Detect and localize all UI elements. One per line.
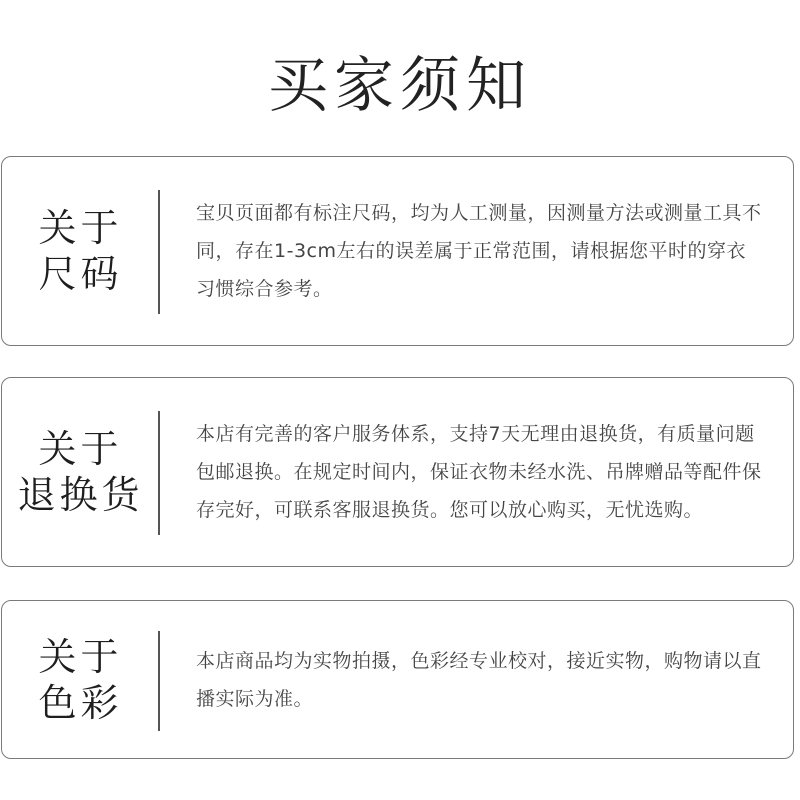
return-heading-line1: 关于 (38, 427, 123, 471)
color-notice-heading (2, 601, 159, 758)
size-notice-body (196, 157, 763, 345)
return-heading-line2: 退换货 (17, 473, 144, 517)
size-notice-heading (2, 157, 159, 345)
color-heading-line1: 关于 (38, 634, 123, 679)
return-notice-body (196, 378, 763, 566)
color-notice-card (1, 600, 794, 759)
size-heading-line2: 尺码 (38, 252, 123, 296)
size-notice-card (1, 156, 794, 346)
page-title: 买家须知 (268, 51, 532, 121)
size-heading-line1: 关于 (38, 206, 123, 250)
size-notice-text: 宝贝页面都有标注尺码，均为人工测量，因测量方法或测量工具不同，存在1-3cm左右的误差属于正常范围，请根据您平时的穿衣习惯综合参考。 (196, 202, 762, 300)
color-card-divider (158, 631, 160, 731)
return-notice-heading (2, 378, 159, 566)
color-notice-body (196, 601, 763, 758)
color-notice-text: 本店商品均为实物拍摄，色彩经专业校对，接近实物，购物请以直播实际为准。 (196, 649, 762, 710)
return-card-divider (158, 411, 160, 535)
color-heading-line2: 色彩 (38, 680, 123, 725)
return-notice-card (1, 377, 794, 567)
size-card-divider (158, 190, 160, 314)
return-notice-text: 本店有完善的客户服务体系，支持7天无理由退换货，有质量问题包邮退换。在规定时间内，保证衣物未经水洗、吊牌赠品等配件保存完好，可联系客服退换货。您可以放心购买，无忧选购。 (196, 423, 762, 521)
